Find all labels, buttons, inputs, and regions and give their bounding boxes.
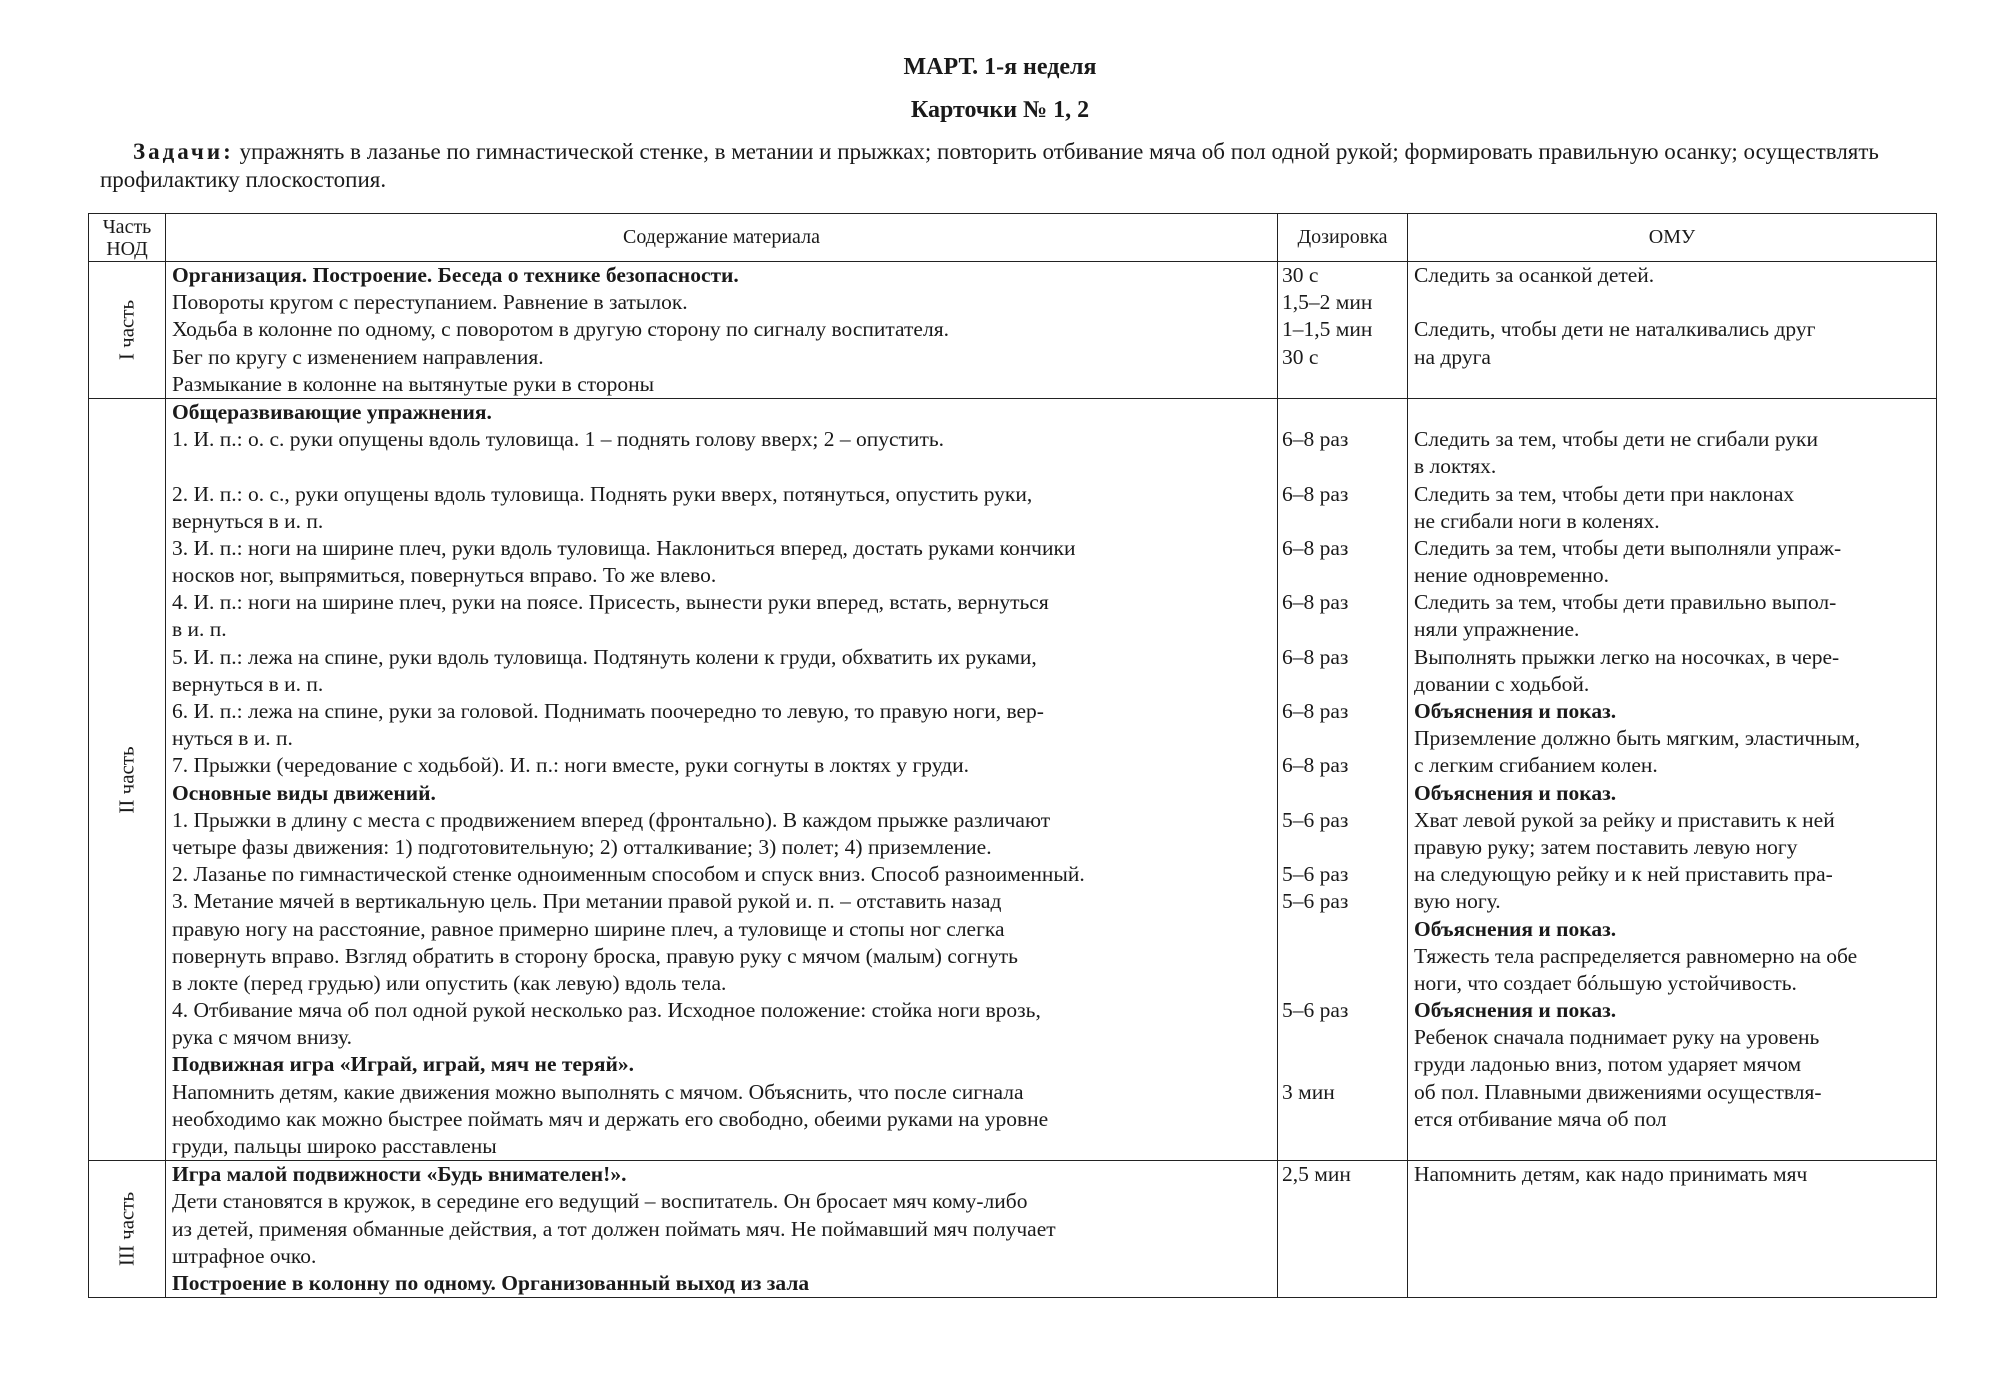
omu-line: груди ладонью вниз, потом ударяет мячом [1414, 1052, 1802, 1077]
omu-line: Выполнять прыжки легко на носочках, в чере- [1414, 644, 1840, 669]
dose-line: 6–8 раз [1282, 481, 1349, 506]
content-line: Построение в колонну по одному. Организованный выход из зала [172, 1270, 810, 1295]
content-line: 2. Лазанье по гимнастической стенке одноименным способом и спуск вниз. Способ разноименный. [172, 862, 1085, 887]
omu-line [1408, 1216, 1936, 1243]
content-line: 3. Метание мячей в вертикальную цель. При метании правой рукой и. п. – отставить назад [172, 889, 1002, 914]
content-line: вернуться в и. п. [172, 671, 324, 696]
omu-line: вую ногу. [1414, 889, 1501, 914]
omu-line: Объяснения и показ. [1414, 916, 1617, 941]
dose-line: 2,5 мин [1282, 1162, 1351, 1187]
dose-line [1278, 1243, 1407, 1270]
omu-cell [1408, 1161, 1937, 1298]
omu-line [1408, 289, 1936, 316]
dose-line: 1–1,5 мин [1282, 317, 1373, 342]
content-line: Основные виды движений. [172, 780, 436, 805]
content-line: нуться в и. п. [172, 726, 293, 751]
dose-line: 5–6 раз [1282, 862, 1349, 887]
omu-line: нение одновременно. [1414, 563, 1610, 588]
content-line: Бег по кругу с изменением направления. [172, 344, 544, 369]
header-dose: Дозировка [1278, 214, 1408, 262]
omu-cell [1408, 398, 1937, 1160]
omu-line: Тяжесть тела распределяется равномерно на обе [1414, 943, 1858, 968]
omu-line: не сгибали ноги в коленях. [1414, 508, 1660, 533]
content-line: Повороты кругом с переступанием. Равнение в затылок. [172, 290, 688, 315]
content-cell [166, 1161, 1278, 1298]
omu-line: ется отбивание мяча об пол [1414, 1106, 1667, 1131]
content-line: груди, пальцы широко расставлены [172, 1134, 497, 1158]
content-line: правую ногу на расстояние, равное примерно ширине плеч, а туловище и стопы ног слегка [172, 916, 1005, 941]
content-line: 5. И. п.: лежа на спине, руки вдоль туловища. Подтянуть колени к груди, обхватить их руками, [172, 644, 1037, 669]
omu-line: Объяснения и показ. [1414, 780, 1617, 805]
dose-line [1278, 725, 1407, 752]
content-line: Ходьба в колонне по одному, с поворотом в другую сторону по сигналу воспитателя. [172, 317, 949, 342]
table-row [89, 262, 1937, 399]
dose-line [1278, 1216, 1407, 1243]
content-line: 3. И. п.: ноги на ширине плеч, руки вдоль туловища. Наклониться вперед, достать руками кончики [172, 535, 1076, 560]
header-content: Содержание материала [166, 214, 1278, 262]
dose-line: 30 с [1282, 344, 1319, 369]
omu-line: Следить за тем, чтобы дети не сгибали руки [1414, 427, 1818, 452]
dose-line: 6–8 раз [1282, 535, 1349, 560]
content-line: Напомнить детям, какие движения можно выполнять с мячом. Объяснить, что после сигнала [172, 1079, 1024, 1104]
dose-line: 6–8 раз [1282, 699, 1349, 723]
dose-line [1278, 1106, 1407, 1133]
omu-line: с легким сгибанием колен. [1414, 753, 1658, 778]
omu-line: Напомнить детям, как надо принимать мяч [1414, 1162, 1808, 1187]
omu-line: правую руку; затем поставить левую ногу [1414, 834, 1798, 859]
content-line: в и. п. [172, 617, 227, 642]
dose-line [1278, 834, 1407, 861]
table-row [89, 398, 1937, 1160]
content-line: повернуть вправо. Взгляд обратить в сторону броска, правую руку с мячом (малым) согнуть [172, 943, 1018, 968]
dose-line: 1,5–2 мин [1282, 290, 1373, 315]
omu-line [1408, 1270, 1936, 1297]
dose-line [1278, 1051, 1407, 1078]
content-line: 1. И. п.: о. с. руки опущены вдоль туловища. 1 – поднять голову вверх; 2 – опустить. [172, 427, 945, 452]
content-line: 4. И. п.: ноги на ширине плеч, руки на поясе. Присесть, вынести руки вперед, встать, вернуться [172, 590, 1049, 615]
omu-line: довании с ходьбой. [1414, 671, 1590, 696]
omu-line: няли упражнение. [1414, 617, 1580, 642]
dose-cell [1278, 262, 1408, 399]
omu-line: Следить, чтобы дети не наталкивались друг [1414, 317, 1816, 342]
dose-line [1278, 1270, 1407, 1297]
content-line: штрафное очко. [172, 1243, 317, 1268]
content-cell [166, 398, 1278, 1160]
omu-line: Приземление должно быть мягким, эластичным, [1414, 726, 1861, 751]
content-line [166, 453, 1277, 480]
dose-line [1278, 1188, 1407, 1215]
omu-line [1408, 1188, 1936, 1215]
content-line: необходимо как можно быстрее поймать мяч и держать его свободно, обеими руками на уровне [172, 1106, 1049, 1131]
header-part-line2: НОД [106, 237, 148, 260]
omu-line [1408, 1243, 1936, 1270]
content-cell [166, 262, 1278, 399]
table-header-row [89, 214, 1937, 262]
content-line: 1. Прыжки в длину с места с продвижением вперед (фронтально). В каждом прыжке различают [172, 807, 1051, 832]
omu-cell [1408, 262, 1937, 399]
header-part [89, 214, 166, 262]
content-line: Общеразвивающие упражнения. [172, 399, 492, 424]
dose-line [1278, 453, 1407, 480]
dose-line: 6–8 раз [1282, 753, 1349, 778]
dose-line: 5–6 раз [1282, 807, 1349, 832]
content-line: 4. Отбивание мяча об пол одной рукой несколько раз. Исходное положение: стойка ноги врозь, [172, 998, 1041, 1023]
page-title: МАРТ. 1-я неделя [903, 54, 1097, 80]
part-label: I часть [114, 299, 139, 361]
dose-line [1278, 616, 1407, 643]
part-cell [89, 398, 166, 1160]
dose-line [1278, 508, 1407, 535]
dose-cell [1278, 1161, 1408, 1298]
part-cell [89, 1161, 166, 1298]
omu-line: Хват левой рукой за рейку и приставить к ней [1414, 807, 1835, 832]
tasks-paragraph [100, 138, 1935, 194]
part-label: III часть [114, 1192, 139, 1267]
dose-line: 30 с [1282, 263, 1319, 287]
dose-line [1278, 562, 1407, 589]
content-line: 2. И. п.: о. с., руки опущены вдоль туловища. Поднять руки вверх, потянуться, опустить руки, [172, 481, 1033, 506]
dose-cell [1278, 398, 1408, 1160]
part-label: II часть [114, 745, 139, 814]
dose-line: 5–6 раз [1282, 889, 1349, 914]
omu-line [1408, 399, 1936, 426]
dose-line [1278, 671, 1407, 698]
dose-line [1278, 970, 1407, 997]
omu-line: Следить за тем, чтобы дети при наклонах [1414, 481, 1795, 506]
dose-line [1278, 399, 1407, 426]
dose-line [1278, 916, 1407, 943]
dose-line [1278, 1024, 1407, 1051]
omu-line: на следующую рейку и к ней приставить пра- [1414, 862, 1833, 887]
header-omu: ОМУ [1408, 214, 1937, 262]
part-cell [89, 262, 166, 399]
page-subtitle: Карточки № 1, 2 [910, 97, 1090, 123]
omu-line: Следить за осанкой детей. [1414, 263, 1655, 287]
omu-line: Объяснения и показ. [1414, 998, 1617, 1023]
content-line: четыре фазы движения: 1) подготовительную; 2) отталкивание; 3) полет; 4) приземление. [172, 834, 992, 859]
omu-line: ноги, что создает бóльшую устойчивость. [1414, 970, 1797, 995]
content-line: Дети становятся в кружок, в середине его ведущий – воспитатель. Он бросает мяч кому-либо [172, 1189, 1028, 1214]
content-line: Подвижная игра «Играй, играй, мяч не теряй». [172, 1052, 635, 1077]
dose-line: 3 мин [1282, 1079, 1335, 1104]
content-line: в локте (перед грудью) или опустить (как левую) вдоль тела. [172, 970, 727, 995]
omu-line: об пол. Плавными движениями осуществля- [1414, 1079, 1822, 1104]
tasks-text: упражнять в лазанье по гимнастической стенке, в метании и прыжках; повторить отбивание мяча об пол одной рукой; формировать правильную осанку; осуществлять профилактику плоскостопия. [100, 139, 1879, 192]
dose-line [1278, 943, 1407, 970]
content-line: носков ног, выпрямиться, повернуться вправо. То же влево. [172, 563, 717, 588]
content-line: рука с мячом внизу. [172, 1025, 352, 1050]
content-line: Организация. Построение. Беседа о технике безопасности. [172, 263, 739, 287]
dose-line: 6–8 раз [1282, 590, 1349, 615]
lesson-table [88, 213, 1937, 1298]
dose-line: 6–8 раз [1282, 427, 1349, 452]
dose-line [1278, 1133, 1407, 1160]
content-line: Игра малой подвижности «Будь внимателен!». [172, 1162, 627, 1187]
table-row [89, 1161, 1937, 1298]
tasks-label: Задачи: [133, 139, 234, 164]
omu-line: Следить за тем, чтобы дети правильно выпол- [1414, 590, 1837, 615]
content-line: Размыкание в колонне на вытянутые руки в стороны [172, 371, 655, 396]
content-line: вернуться в и. п. [172, 508, 324, 533]
header-part-line1: Часть [102, 215, 152, 238]
omu-line: на друга [1414, 344, 1491, 369]
omu-line [1408, 1133, 1936, 1160]
dose-line: 5–6 раз [1282, 998, 1349, 1023]
content-line: из детей, применяя обманные действия, а тот должен поймать мяч. Не поймавший мяч получает [172, 1216, 1056, 1241]
omu-line: Объяснения и показ. [1414, 699, 1617, 723]
omu-line: Следить за тем, чтобы дети выполняли упраж- [1414, 535, 1842, 560]
omu-line: Ребенок сначала поднимает руку на уровень [1414, 1025, 1820, 1050]
dose-line [1278, 780, 1407, 807]
omu-line: в локтях. [1414, 454, 1497, 479]
content-line: 7. Прыжки (чередование с ходьбой). И. п.: ноги вместе, руки согнуты в локтях у груди. [172, 753, 969, 778]
dose-line: 6–8 раз [1282, 644, 1349, 669]
omu-line [1408, 371, 1936, 398]
content-line: 6. И. п.: лежа на спине, руки за головой. Поднимать поочередно то левую, то правую ноги, вер- [172, 699, 1044, 723]
dose-line [1278, 371, 1407, 398]
